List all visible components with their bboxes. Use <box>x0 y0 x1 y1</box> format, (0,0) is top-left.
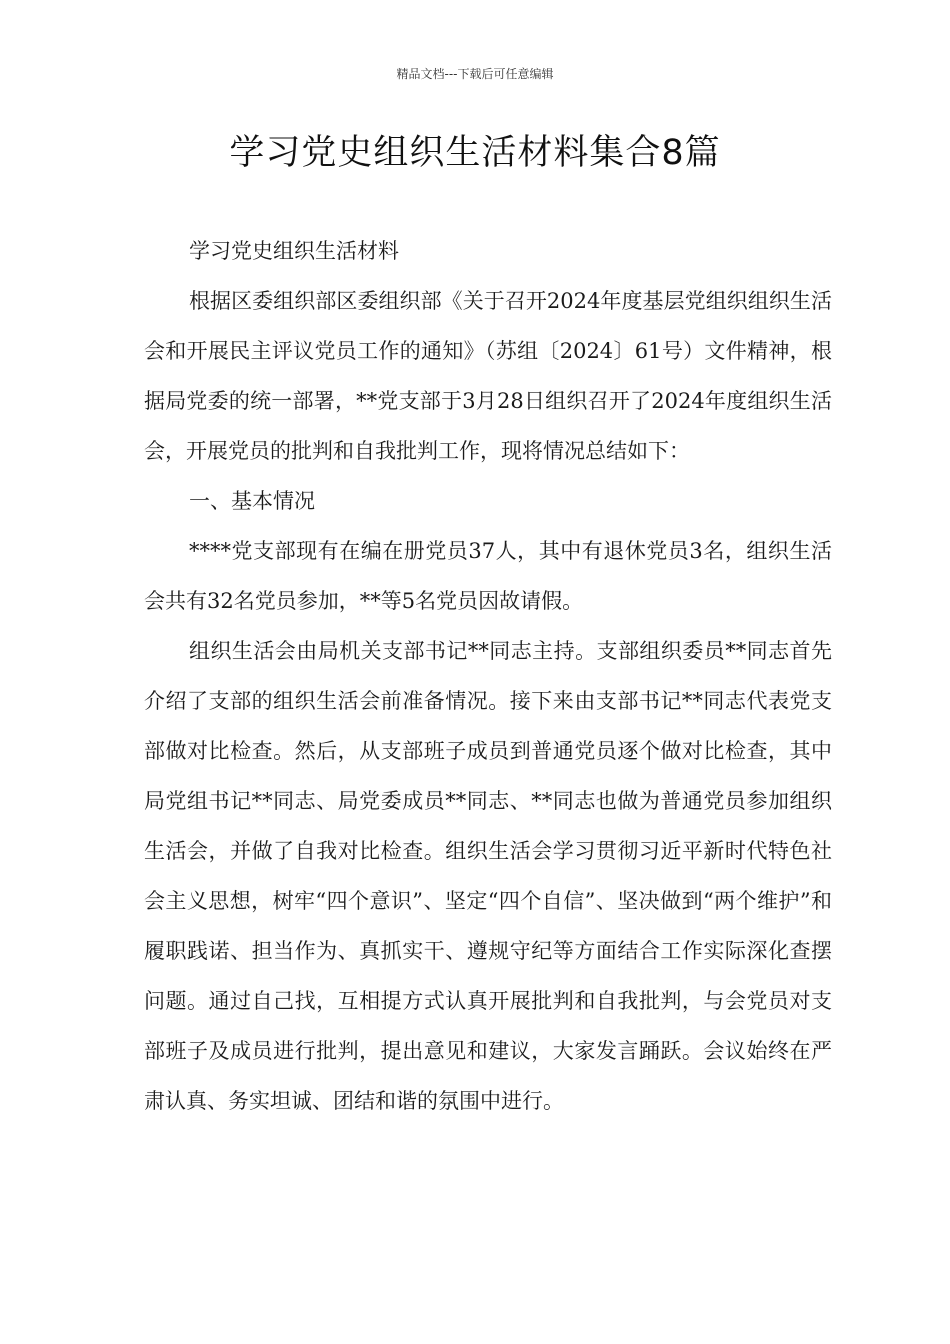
paragraph-intro: 根据区委组织部区委组织部《关于召开2024年度基层党组织组织生活会和开展民主评议党员工作的通知》（苏组〔2024〕61号）文件精神，根据局党委的统一部署，**党支部于3月28日组织召开了2024年度组织生活会，开展党员的批判和自我批判工作，现将情况总结如下： <box>144 289 832 463</box>
paragraph-meeting-process: 组织生活会由局机关支部书记**同志主持。支部组织委员**同志首先介绍了支部的组织生活会前准备情况。接下来由支部书记**同志代表党支部做对比检查。然后，从支部班子成员到普通党员逐个做对比检查，其中局党组书记**同志、局党委成员**同志、**同志也做为普通党员参加组织生活会，并做了自我对比检查。组织生活会学习贯彻习近平新时代特色社会主义思想，树牢“四个意识”、坚定“四个自信”、坚决做到“两个维护”和履职践诺、担当作为、真抓实干、遵规守纪等方面结合工作实际深化查摆问题。通过自己找，互相提方式认真开展批判和自我批判，与会党员对支部班子及成员进行批判，提出意见和建议，大家发言踊跃。会议始终在严肃认真、务实坦诚、团结和谐的氛围中进行。 <box>144 639 832 1113</box>
paragraph-membership: ****党支部现有在编在册党员37人，其中有退休党员3名，组织生活会共有32名党员参加，**等5名党员因故请假。 <box>144 539 832 613</box>
paragraph-subtitle: 学习党史组织生活材料 <box>189 239 399 263</box>
section-heading-basic-situation: 一、基本情况 <box>189 489 315 513</box>
page-header-note: 精品文档---下载后可任意编辑 <box>396 67 554 81</box>
document-title: 学习党史组织生活材料集合8篇 <box>229 133 721 173</box>
document-body <box>144 226 832 1126</box>
